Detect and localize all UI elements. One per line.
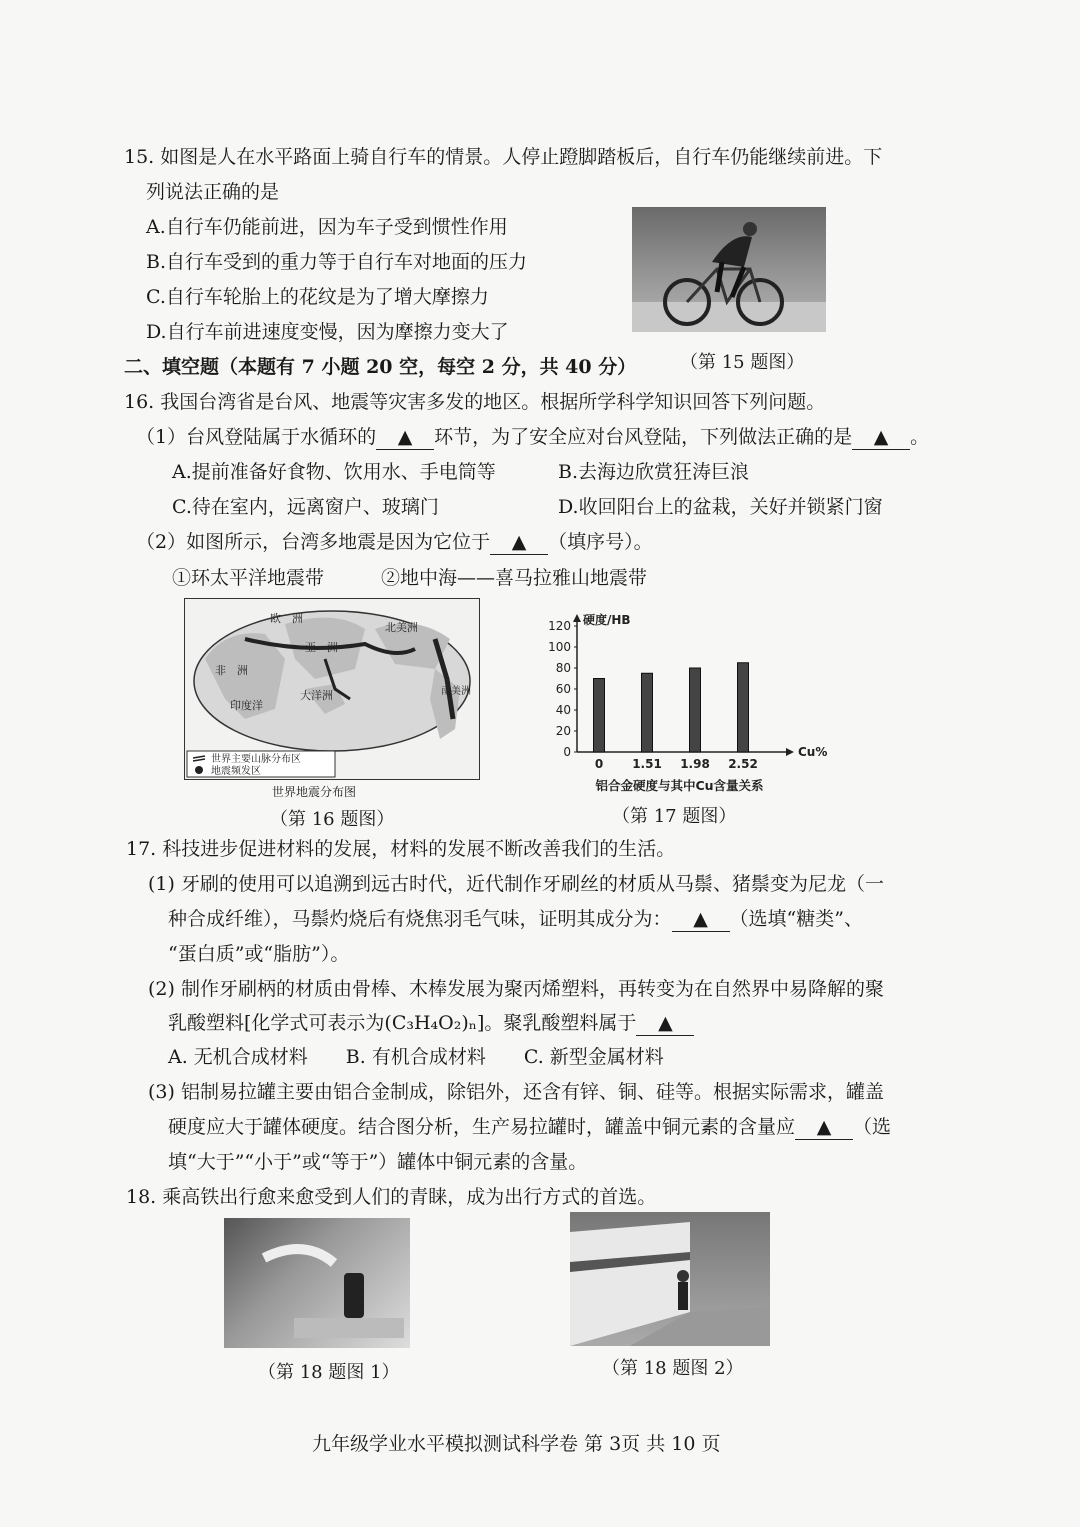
q17-part3-line3: 填“大于”“小于”或“等于”）罐体中铜元素的含量。: [168, 1151, 588, 1173]
map-label-indian-ocean: 印度洋: [230, 699, 263, 712]
q17-figure-caption: （第 17 题图）: [612, 806, 737, 827]
y-tick-label: 20: [555, 724, 571, 738]
q17-part1-text-a: 种合成纤维），马鬃灼烧后有烧焦羽毛气味，证明其成分为：: [168, 908, 672, 930]
q17-stem: 17. 科技进步促进材料的发展，材料的发展不断改善我们的生活。: [126, 838, 676, 860]
x-axis-arrow: [786, 748, 794, 756]
y-tick-label: 80: [555, 661, 571, 675]
bar: [594, 679, 605, 753]
answer-blank[interactable]: ▲: [636, 1011, 694, 1036]
train-platform-photo: [570, 1212, 770, 1346]
page-footer: 九年级学业水平模拟测试科学卷 第 3页 共 10 页: [312, 1433, 721, 1455]
q16-option-a: A.提前准备好食物、饮用水、手电筒等: [172, 461, 496, 483]
answer-blank[interactable]: ▲: [490, 530, 548, 555]
q16-part2-text-a: （2）如图所示，台湾多地震是因为它位于: [136, 531, 491, 553]
y-tick-label: 60: [555, 682, 571, 696]
bar: [642, 673, 653, 752]
q18-figure1-caption: （第 18 题图 1）: [258, 1362, 400, 1383]
answer-blank[interactable]: ▲: [672, 907, 730, 932]
y-tick-label: 100: [548, 640, 571, 654]
cu-hardness-chart: [535, 602, 835, 802]
q17-part3-line2: [168, 1115, 891, 1140]
q15-option-b: B.自行车受到的重力等于自行车对地面的压力: [146, 251, 528, 273]
y-tick-label: 120: [548, 619, 571, 633]
map-legend-earthquakes: 地震频发区: [211, 766, 261, 777]
x-tick-label: 1.51: [632, 757, 662, 771]
q15-stem-line1: 15. 如图是人在水平路面上骑自行车的情景。人停止蹬脚踏板后，自行车仍能继续前进。下: [124, 146, 883, 168]
q16-choices: ①环太平洋地震带 ②地中海——喜马拉雅山地震带: [172, 567, 648, 589]
q15-option-a: A.自行车仍能前进，因为车子受到惯性作用: [146, 216, 508, 238]
q17-part3-text-a: 硬度应大于罐体硬度。结合图分析，生产易拉罐时，罐盖中铜元素的含量应: [168, 1116, 796, 1138]
q17-part2-options: A. 无机合成材料 B. 有机合成材料 C. 新型金属材料: [168, 1046, 664, 1068]
answer-blank[interactable]: ▲: [852, 425, 910, 450]
q16-part2: [136, 530, 653, 555]
section-2-heading: 二、填空题（本题有 7 小题 20 空，每空 2 分，共 40 分）: [124, 356, 637, 378]
q16-figure-caption: （第 16 题图）: [270, 809, 395, 830]
map-label-north-america: 北美洲: [385, 621, 418, 634]
map-label-asia: 亚 洲: [305, 641, 338, 654]
q16-part2-text-b: （填序号）。: [548, 531, 653, 553]
q16-option-d: D.收回阳台上的盆栽，关好并锁紧门窗: [558, 496, 883, 518]
q15-figure-caption: （第 15 题图）: [680, 352, 805, 373]
map-label-africa: 非 洲: [215, 664, 248, 677]
q16-part1-text-c: 。: [910, 426, 930, 448]
bar: [738, 663, 749, 752]
q17-part3-line1: (3) 铝制易拉罐主要由铝合金制成，除铝外，还含有锌、铜、硅等。根据实际需求，罐盖: [148, 1081, 884, 1103]
q18-figure2-caption: （第 18 题图 2）: [602, 1358, 744, 1379]
y-tick-label: 0: [563, 745, 571, 759]
x-axis-label: Cu%: [798, 745, 828, 759]
q17-part2-line1: (2) 制作牙刷柄的材质由骨棒、木棒发展为聚丙烯塑料，再转变为在自然界中易降解的聚: [148, 978, 884, 1000]
q17-part1-line1: (1) 牙刷的使用可以追溯到远古时代，近代制作牙刷丝的材质从马鬃、猪鬃变为尼龙（一: [148, 873, 884, 895]
q16-part1-text-b: 环节，为了安全应对台风登陆，下列做法正确的是: [434, 426, 853, 448]
cyclist-photo: [632, 207, 826, 332]
y-tick-label: 40: [555, 703, 571, 717]
bar: [690, 668, 701, 752]
q17-part2-line2: [168, 1011, 694, 1036]
q16-stem: 16. 我国台湾省是台风、地震等灾害多发的地区。根据所学科学知识回答下列问题。: [124, 391, 826, 413]
x-tick-label: 1.98: [680, 757, 710, 771]
q17-part1-line2: [168, 907, 863, 932]
chart-title: 铝合金硬度与其中Cu含量关系: [595, 778, 764, 793]
earthquake-legend-icon: [195, 766, 203, 774]
q17-part1-text-b: （选填“糖类”、: [729, 908, 863, 930]
map-title: 世界地震分布图: [272, 785, 357, 799]
world-earthquake-map: [184, 598, 480, 780]
map-label-oceania: 大洋洲: [300, 689, 333, 702]
answer-blank[interactable]: ▲: [376, 425, 434, 450]
q15-option-c: C.自行车轮胎上的花纹是为了增大摩擦力: [146, 286, 489, 308]
map-label-europe: 欧 洲: [270, 612, 303, 625]
q17-part3-text-b: （选: [853, 1116, 892, 1138]
q17-part2-text: 乳酸塑料[化学式可表示为(C₃H₄O₂)ₙ]。聚乳酸塑料属于: [168, 1012, 637, 1034]
x-tick-label: 0: [594, 757, 604, 771]
map-label-south-america: 南美洲: [441, 686, 471, 697]
y-axis-label: 硬度/HB: [583, 613, 631, 627]
q18-stem: 18. 乘高铁出行愈来愈受到人们的青睐，成为出行方式的首选。: [126, 1186, 657, 1208]
q16-part1: [136, 425, 929, 450]
x-tick-label: 2.52: [728, 757, 758, 771]
q15-option-d: D.自行车前进速度变慢，因为摩擦力变大了: [146, 321, 509, 343]
q16-option-b: B.去海边欣赏狂涛巨浪: [558, 461, 750, 483]
q16-option-c: C.待在室内，远离窗户、玻璃门: [172, 496, 439, 518]
q15-stem-line2: 列说法正确的是: [146, 181, 280, 203]
train-interior-photo: [224, 1218, 410, 1348]
q16-part1-text-a: （1）台风登陆属于水循环的: [136, 426, 377, 448]
answer-blank[interactable]: ▲: [795, 1115, 853, 1140]
q17-part1-line3: “蛋白质”或“脂肪”）。: [168, 943, 350, 965]
map-legend-mountains: 世界主要山脉分布区: [211, 754, 301, 765]
y-axis-arrow: [573, 614, 581, 622]
